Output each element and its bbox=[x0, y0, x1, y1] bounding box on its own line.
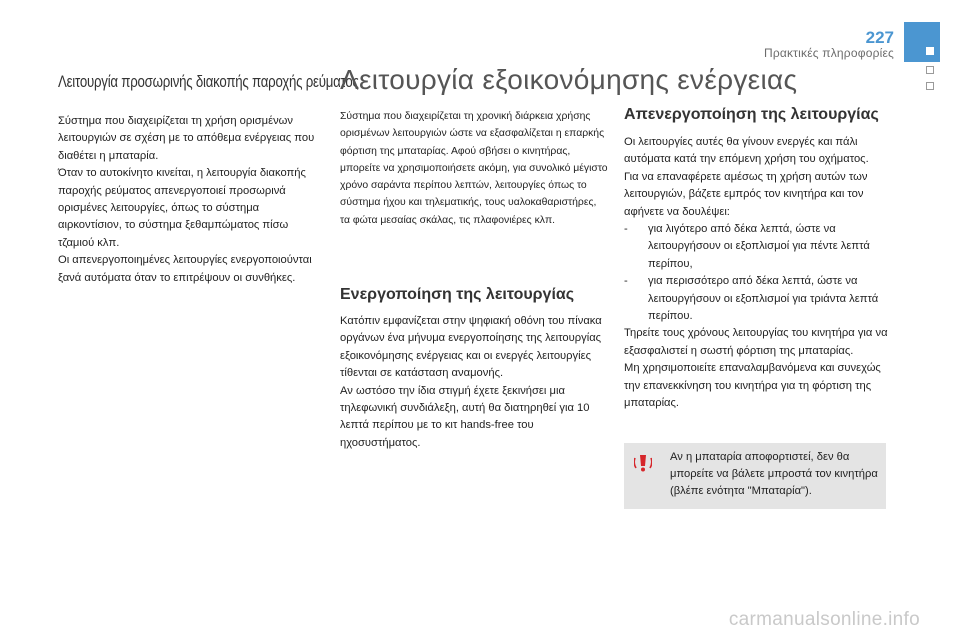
deactivation-body bbox=[624, 134, 892, 413]
left-section-body bbox=[58, 113, 320, 287]
warning-note bbox=[624, 443, 886, 509]
chapter-tab-marker bbox=[926, 66, 934, 74]
page-number: 227 bbox=[865, 28, 894, 47]
bullet-marker: - bbox=[624, 275, 628, 288]
activation-body bbox=[340, 313, 608, 452]
list-item bbox=[624, 273, 892, 325]
paragraph: Σύστημα που διαχειρίζεται τη χρήση ορισμένων λειτουργιών σε σχέση με το απόθεμα ενέργειας που διαθέτει η μπαταρία. bbox=[58, 115, 315, 162]
paragraph: Κατόπιν εμφανίζεται στην ψηφιακή οθόνη του πίνακα οργάνων ένα μήνυμα ενεργοποίησης της λειτουργίας εξοικονόμησης ενέργειας και οι ενεργές λειτουργίες τίθενται σε κατάσταση αναμονής. bbox=[340, 315, 602, 380]
paragraph: Αν ωστόσο την ίδια στιγμή έχετε ξεκινήσει μια τηλεφωνική συνδιάλεξη, αυτή θα διατηρηθεί για 10 λεπτά περίπου με το κιτ hands-free του ηχοσυστήματος. bbox=[340, 384, 590, 449]
paragraph: Οι απενεργοποιημένες λειτουργίες ενεργοποιούνται ξανά αυτόματα όταν το επιτρέψουν οι συνθήκες. bbox=[58, 254, 312, 284]
deactivation-heading: Απενεργοποίηση της λειτουργίας bbox=[624, 106, 879, 123]
paragraph: Για να επαναφέρετε αμέσως τη χρήση αυτών των λειτουργιών, βάζετε εμπρός τον κινητήρα και τον αφήνετε να δουλέψει: bbox=[624, 170, 868, 218]
left-section-title: Λειτουργία προσωρινής διακοπής παροχής ρεύματος bbox=[58, 72, 359, 91]
intro-paragraph bbox=[340, 108, 608, 229]
section-label: Πρακτικές πληροφορίες bbox=[763, 46, 894, 60]
watermark: carmanualsonline.info bbox=[728, 609, 920, 630]
page-title: Λειτουργία εξοικονόμησης ενέργειας bbox=[340, 64, 798, 95]
paragraph: Σύστημα που διαχειρίζεται τη χρονική διάρκεια χρήσης ορισμένων λειτουργιών ώστε να εξασφαλίζεται η επαρκής φόρτιση της μπαταρίας. Αφού σβήσει ο κινητήρας, μπορείτε να χρησιμοποιήσετε ακόμη, για συνολικό μέγιστο χρόνο σαράντα περίπου λεπτών, λειτουργίες όπως το σύστημα ήχου και τηλεματικής, τους υαλοκαθαριστήρες, τα φώτα μεσαίας σκάλας, τις πλαφονιέρες κλπ. bbox=[340, 111, 608, 226]
activation-heading: Ενεργοποίηση της λειτουργίας bbox=[340, 286, 575, 303]
paragraph: Οι λειτουργίες αυτές θα γίνουν ενεργές και πάλι αυτόματα κατά την επόμενη χρήση του οχήματος. bbox=[624, 136, 869, 166]
bullet-marker: - bbox=[624, 223, 628, 236]
paragraph: Τηρείτε τους χρόνους λειτουργίας του κινητήρα για να εξασφαλιστεί η σωστή φόρτιση της μπαταρίας. bbox=[624, 327, 888, 357]
chapter-tab bbox=[904, 22, 940, 62]
chapter-tab-marker bbox=[926, 82, 934, 90]
list-item-text: για λιγότερο από δέκα λεπτά, ώστε να λειτουργήσουν οι εξοπλισμοί για πέντε λεπτά περίπου, bbox=[648, 223, 870, 270]
paragraph: Όταν το αυτοκίνητο κινείται, η λειτουργία διακοπής παροχής ρεύματος απενεργοποιεί προσωρινά ορισμένες λειτουργίες, όπως το σύστημα αιρκοντίσιον, το σύστημα ξεθαμπώματος πίσω τζαμιού κλπ. bbox=[58, 167, 306, 249]
list-item-text: για περισσότερο από δέκα λεπτά, ώστε να λειτουργήσουν οι εξοπλισμοί για τριάντα λεπτά περίπου. bbox=[648, 275, 879, 323]
list-item bbox=[624, 221, 892, 273]
chapter-tab-marker-active bbox=[926, 47, 934, 55]
warning-exclamation-icon bbox=[634, 454, 652, 472]
warning-note-text: Αν η μπαταρία αποφορτιστεί, δεν θα μπορείτε να βάλετε μπροστά τον κινητήρα (βλέπε ενότητα "Μπαταρία"). bbox=[670, 451, 878, 497]
paragraph: Μη χρησιμοποιείτε επαναλαμβανόμενα και συνεχώς την επανεκκίνηση του κινητήρα για τη φόρτιση της μπαταρίας. bbox=[624, 362, 881, 410]
